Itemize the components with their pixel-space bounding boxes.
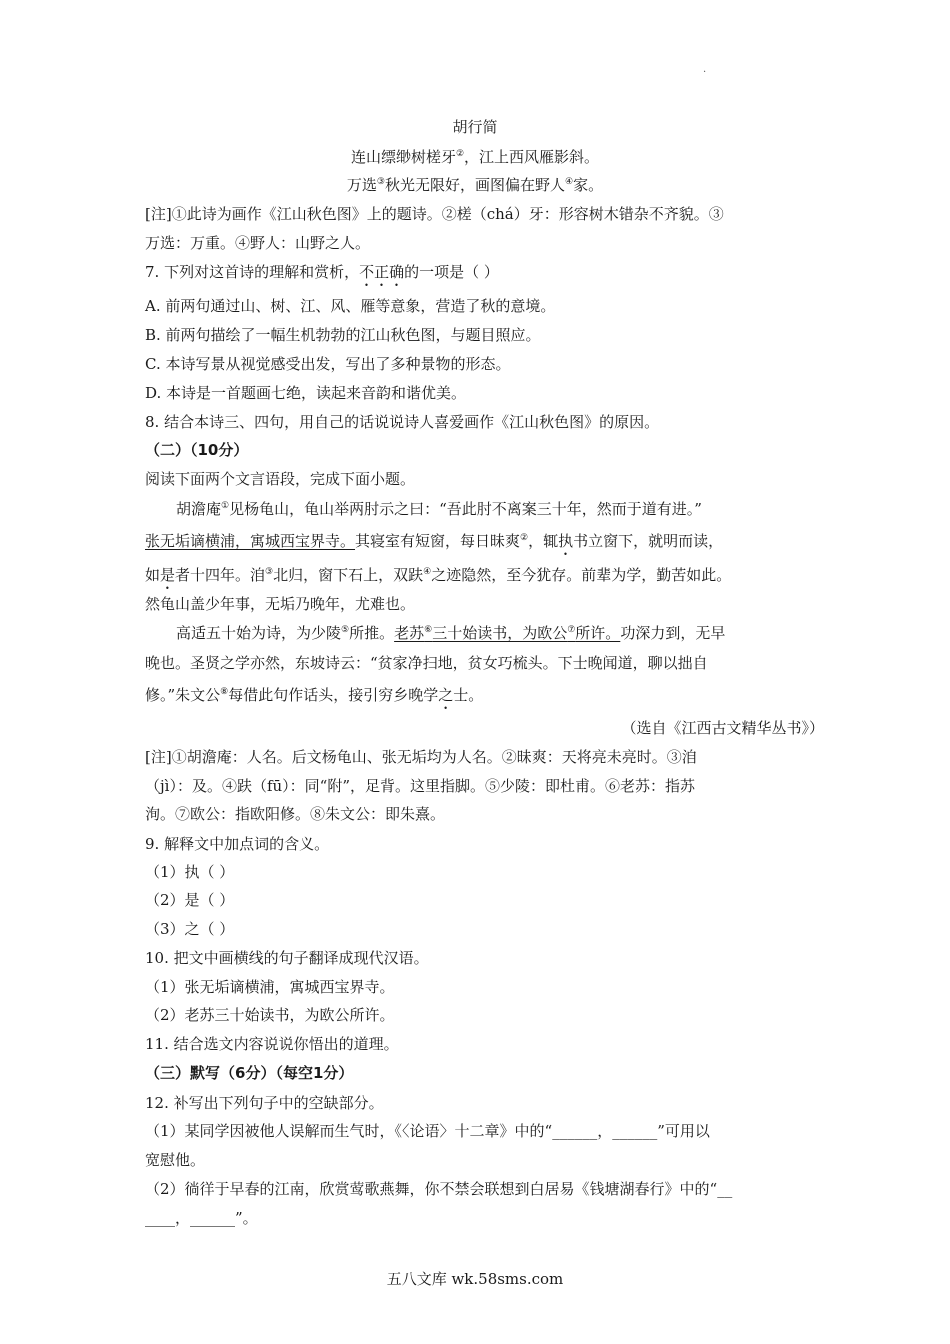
note2-line-1: [注]①胡澹庵：人名。后文杨龟山、张无垢均为人名。②昧爽：天将亮未亮时。③洎 — [145, 748, 697, 766]
note1-line-2: 万选：万重。④野人：山野之人。 — [145, 234, 371, 252]
note2-line-3: 洵。⑦欧公：指欧阳修。⑧朱文公：即朱熹。 — [145, 805, 446, 823]
question-12-item-2: （2）徜徉于早春的江南，欣赏莺歌燕舞，你不禁会联想到白居易《钱塘湖春行》中的“__ — [145, 1180, 733, 1198]
header-dot: . — [703, 64, 707, 75]
passage-1-line-3: 如是者十四年。洎③北归，窗下石上，双趺④之迹隐然，至今犹存。前辈为学，勤苦如此。 — [145, 566, 732, 584]
passage-2-line-1: 高适五十始为诗，为少陵⑤所推。老苏⑥三十始读书，为欧公⑦所许。功深力到，无早 — [176, 624, 726, 642]
question-12-item-2-cont: ____，______”。 — [145, 1209, 258, 1227]
poem-line-2: 万选③秋光无限好，画图偏在野人④家。 — [346, 176, 604, 194]
poem-line-1: 连山缥缈树槎牙②，江上西风雁影斜。 — [350, 148, 600, 166]
question-9-stem: 9. 解释文中加点词的含义。 — [145, 835, 330, 853]
section-3-heading: （三）默写（6分）（每空1分） — [145, 1064, 354, 1082]
note2-line-2: （jì）：及。④趺（fū）：同“附”，足背。这里指脚。⑤少陵：即杜甫。⑥老苏：指苏 — [145, 777, 696, 795]
question-12-item-1: （1）某同学因被他人误解而生气时，《〈论语〉十二章》中的“______，______”可用以 — [145, 1122, 710, 1140]
question-11: 11. 结合选文内容说说你悟出的道理。 — [145, 1035, 399, 1053]
question-7-option-b: B. 前两句描绘了一幅生机勃勃的江山秋色图，与题目照应。 — [145, 326, 541, 344]
question-10-stem: 10. 把文中画横线的句子翻译成现代汉语。 — [145, 949, 429, 967]
question-10-item-1: （1）张无垢谪横浦，寓城西宝界寺。 — [145, 978, 395, 996]
footer-watermark: 五八文库 wk.58sms.com — [386, 1270, 564, 1288]
passage-2-line-3: 修。”朱文公⑧每借此句作话头，接引穷乡晚学之士。 — [145, 686, 484, 704]
question-7-stem: 7. 下列对这首诗的理解和赏析，不正确的一项是（ ） — [145, 263, 499, 281]
source-citation: （选自《江西古文精华丛书》） — [621, 719, 824, 737]
question-8: 8. 结合本诗三、四句，用自己的话说说诗人喜爱画作《江山秋色图》的原因。 — [145, 413, 660, 431]
question-10-item-2: （2）老苏三十始读书，为欧公所许。 — [145, 1006, 395, 1024]
passage-1-line-2: 张无垢谪横浦，寓城西宝界寺。其寝室有短窗，每日昧爽②，辄执书立窗下，就明而读， — [145, 532, 724, 550]
passage-1-line-4: 然龟山盖少年事，无垢乃晚年，尤难也。 — [145, 595, 416, 613]
question-7-option-c: C. 本诗写景从视觉感受出发，写出了多种景物的形态。 — [145, 355, 511, 373]
question-9-item-2: （2）是（ ） — [145, 891, 235, 909]
passage-1-line-1: 胡澹庵①见杨龟山，龟山举两肘示之曰：“吾此肘不离案三十年，然而于道有进。” — [176, 500, 702, 518]
section-2-heading: （二）（10分） — [145, 441, 249, 459]
question-12-stem: 12. 补写出下列句子中的空缺部分。 — [145, 1094, 384, 1112]
question-7-option-a: A. 前两句通过山、树、江、风、雁等意象，营造了秋的意境。 — [145, 297, 556, 315]
question-12-item-1-cont: 宽慰他。 — [145, 1151, 206, 1169]
poem-title: 胡行简 — [452, 118, 498, 136]
passage-2-line-2: 晚也。圣贤之学亦然，东坡诗云：“贫家净扫地，贫女巧梳头。下士晚闻道，聊以拙自 — [145, 654, 708, 672]
note1-line-1: [注]①此诗为画作《江山秋色图》上的题诗。②槎（chá）牙：形容树木错杂不齐貌。③ — [145, 205, 724, 223]
question-7-option-d: D. 本诗是一首题画七绝，读起来音韵和谐优美。 — [145, 384, 467, 402]
question-9-item-1: （1）执（ ） — [145, 863, 235, 881]
question-9-item-3: （3）之（ ） — [145, 920, 235, 938]
section-2-intro: 阅读下面两个文言语段，完成下面小题。 — [145, 470, 416, 488]
